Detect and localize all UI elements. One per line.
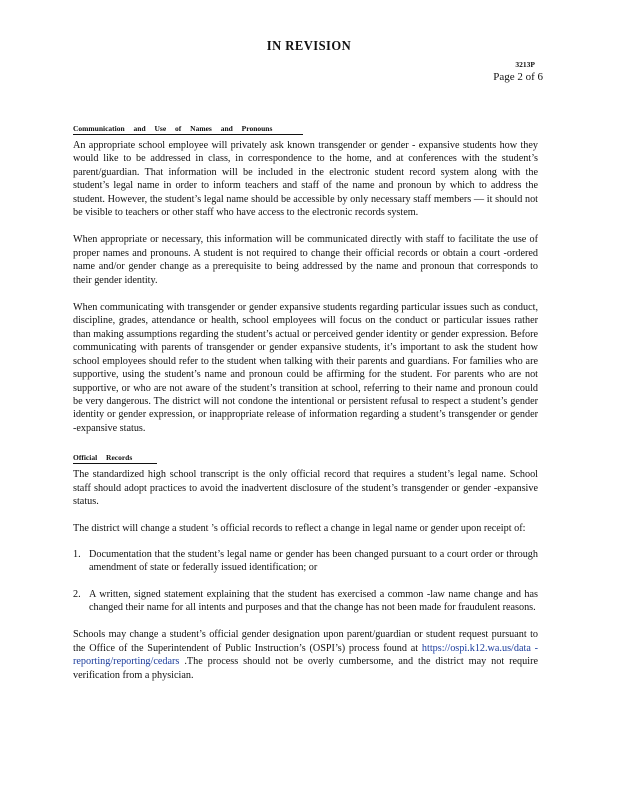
document-body — [73, 118, 538, 682]
paragraph-communication-1: An appropriate school employee will privately ask known transgender or gender - expansive students how they would like to be addressed in class, in correspondence to the home, and at conferences with the student’s parent/guardian. That information will be included in the electronic student record system along with the student’s legal name in order to inform teachers and staff of the name and pronoun by which to address the student. However, the student’s legal name should be accessible by only necessary staff members — it should not be visible to teachers or other staff who have access to the electronic records system. — [73, 140, 538, 219]
list-item — [73, 548, 538, 575]
list-item-text: Documentation that the student’s legal name or gender has been changed pursuant to a court order or through amendment of state or federally issued identification; or — [89, 548, 538, 574]
paragraph-communication-2: When appropriate or necessary, this information will be communicated directly with staff to facilitate the use of proper names and pronouns. A student is not required to change their official records or obtain a court -ordered name and/or gender change as a prerequisite to being addressed by the name and pronoun that corresponds to their gender identity. — [73, 234, 538, 286]
page-number: Page 2 of 6 — [493, 71, 543, 83]
section-heading-official-records: Official Records — [73, 453, 157, 464]
page-title: IN REVISION — [266, 39, 352, 54]
list-item-text: A written, signed statement explaining that the student has exercised a common -law name change and has changed their name for all intents and purposes and that the change has not been made for fraudulent reasons. — [89, 588, 538, 613]
paragraph-official-2: The district will change a student ’s official records to reflect a change in legal name or gender upon receipt of: — [73, 523, 526, 535]
policy-number: 3213P — [515, 60, 535, 69]
paragraph-communication-3: When communicating with transgender or gender expansive students regarding particular issues such as conduct, discipline, grades, attendance or health, school employees will focus on the conduct or particular issues rather than making assumptions regarding the student’s actual or perceived gender identity or gender expression. Before communicating with parents of transgender or gender expansive students, it’s important to ask the student how school employees should refer to the student when talking with their parents and guardians. For families who are supportive, using the student’s name and pronoun could be affirming for the student. For parents who are not supportive, or who are not aware of the student’s transition at school, referring to their name and pronoun could be very dangerous. The district will not condone the intentional or persistent refusal to respect a student’s gender identity or gender expression, or inappropriate release of information regarding a student’s transgender or gender -expansive status. — [73, 302, 538, 434]
ospi-cedars-link[interactable]: https://ospi.k12.wa.us/data - reporting/reporting/cedars — [73, 642, 538, 668]
records-requirements-list — [73, 548, 538, 615]
paragraph-text: Schools may change a student’s official gender designation upon parent/guardian or student request pursuant to the Office of the Superintendent of Public Instruction’s (OSPI’s) process found at — [73, 629, 538, 654]
section-heading-communication: Communication and Use of Names and Pronouns — [73, 124, 303, 135]
paragraph-text: .The process should not be overly cumbersome, and the district may not require verification from a physician. — [73, 656, 538, 681]
list-item — [73, 588, 538, 615]
paragraph-official-3 — [73, 628, 538, 682]
list-item-number: 1. — [73, 548, 81, 560]
list-item-number: 2. — [73, 588, 81, 600]
paragraph-official-1: The standardized high school transcript is the only official record that requires a student’s legal name. School staff should adopt practices to avoid the inadvertent disclosure of the student’s transgender or gender -expansive status. — [73, 469, 538, 507]
